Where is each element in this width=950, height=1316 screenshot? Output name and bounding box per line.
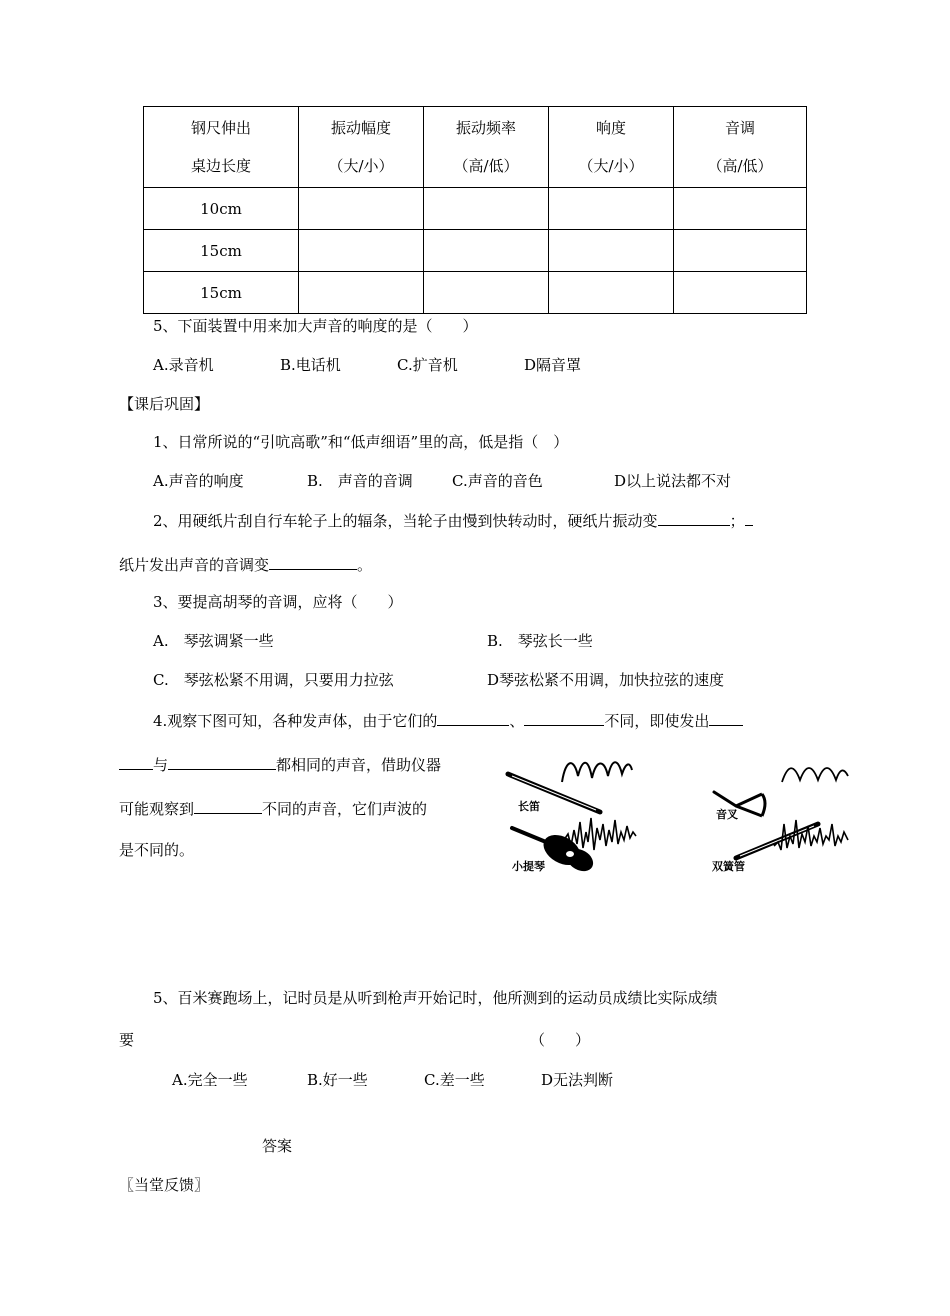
q5b-answer-paren[interactable]: （ ） xyxy=(530,1031,591,1049)
header-cell: 钢尺伸出 桌边长度 xyxy=(144,107,299,188)
q4-line3 xyxy=(119,797,427,819)
q4-text: 可能观察到 xyxy=(119,800,195,818)
feedback-title: 〖当堂反馈〗 xyxy=(119,1176,210,1194)
experiment-table xyxy=(143,106,807,314)
blank-cell[interactable] xyxy=(549,188,674,230)
q4-text: 不同，即使发出 xyxy=(604,712,710,730)
length-cell: 10cm xyxy=(144,188,299,230)
q5b-option-c[interactable]: C.差一些 xyxy=(424,1071,485,1089)
table-row xyxy=(144,272,807,314)
violin-label: 小提琴 xyxy=(512,860,545,873)
q5b-line2: 要 xyxy=(119,1031,135,1049)
table-row xyxy=(144,230,807,272)
q4-text: 都相同的声音，借助仪器 xyxy=(276,756,442,774)
blank-cell[interactable] xyxy=(299,272,424,314)
q4-blank-5[interactable] xyxy=(194,797,262,814)
q4-blank-1[interactable] xyxy=(437,709,509,726)
blank-cell[interactable] xyxy=(549,230,674,272)
q4-text: 不同的声音，它们声波的 xyxy=(262,800,428,818)
q3-option-a[interactable]: A. 琴弦调紧一些 xyxy=(153,632,274,650)
table-header-row xyxy=(144,107,807,188)
q5b-option-d[interactable]: D无法判断 xyxy=(541,1071,614,1089)
q5b-line1: 5、百米赛跑场上，记时员是从听到枪声开始记时，他所测到的运动员成绩比实际成绩 xyxy=(153,989,718,1007)
blank-cell[interactable] xyxy=(424,188,549,230)
blank-cell[interactable] xyxy=(549,272,674,314)
q1-stem: 1、日常所说的“引吭高歌”和“低声细语”里的高，低是指（ ） xyxy=(153,433,569,451)
q2-text: 2、用硬纸片刮自行车轮子上的辐条，当轮子由慢到快转动时，硬纸片振动变 xyxy=(153,512,658,530)
length-cell: 15cm xyxy=(144,272,299,314)
sound-waveform-figure xyxy=(500,752,860,882)
q5b-option-a[interactable]: A.完全一些 xyxy=(172,1071,248,1089)
q3-option-d[interactable]: D琴弦松紧不用调，加快拉弦的速度 xyxy=(487,671,725,689)
tuning-fork-waveform xyxy=(782,768,848,782)
table-row xyxy=(144,188,807,230)
blank-cell[interactable] xyxy=(299,230,424,272)
header-cell: 振动幅度 （大/小） xyxy=(299,107,424,188)
length-cell: 15cm xyxy=(144,230,299,272)
q4-line2 xyxy=(119,753,441,775)
q4-line1 xyxy=(153,709,743,731)
q2-blank-1[interactable] xyxy=(658,509,730,526)
oboe-label: 双簧管 xyxy=(712,860,745,873)
q4-blank-2[interactable] xyxy=(524,709,604,726)
q3-option-b[interactable]: B. 琴弦长一些 xyxy=(487,632,593,650)
q5a-option-a[interactable]: A.录音机 xyxy=(153,356,214,374)
q4-blank-3-cont[interactable] xyxy=(119,753,153,770)
q2-separator: ； xyxy=(729,512,745,530)
q2-line2 xyxy=(119,553,372,575)
q2-blank-2[interactable] xyxy=(269,553,357,570)
flute-waveform xyxy=(562,762,632,782)
q1-option-d[interactable]: D以上说法都不对 xyxy=(614,472,732,490)
q2-period: 。 xyxy=(357,556,373,574)
q5a-option-b[interactable]: B.电话机 xyxy=(280,356,341,374)
q5a-stem: 5、下面装置中用来加大声音的响度的是（ ） xyxy=(153,317,478,335)
q5b-option-b[interactable]: B.好一些 xyxy=(307,1071,368,1089)
blank-cell[interactable] xyxy=(424,272,549,314)
q4-text: 、 xyxy=(509,712,525,730)
blank-cell[interactable] xyxy=(299,188,424,230)
q4-blank-3[interactable] xyxy=(709,709,743,726)
q1-option-c[interactable]: C.声音的音色 xyxy=(452,472,543,490)
q4-line4: 是不同的。 xyxy=(119,841,195,859)
q5a-option-d[interactable]: D隔音罩 xyxy=(524,356,582,374)
q4-blank-4[interactable] xyxy=(168,753,276,770)
header-cell: 振动频率 （高/低） xyxy=(424,107,549,188)
q2-blank-tail xyxy=(745,509,753,526)
blank-cell[interactable] xyxy=(674,188,807,230)
header-cell: 音调 （高/低） xyxy=(674,107,807,188)
blank-cell[interactable] xyxy=(674,272,807,314)
q1-option-a[interactable]: A.声音的响度 xyxy=(153,472,244,490)
flute-label: 长笛 xyxy=(518,800,540,813)
q4-text: 4.观察下图可知，各种发声体，由于它们的 xyxy=(153,712,438,730)
section-title: 【课后巩固】 xyxy=(119,395,210,413)
blank-cell[interactable] xyxy=(424,230,549,272)
q3-option-c[interactable]: C. 琴弦松紧不用调，只要用力拉弦 xyxy=(153,671,394,689)
answer-title: 答案 xyxy=(262,1137,293,1155)
q3-stem: 3、要提高胡琴的音调，应将（ ） xyxy=(153,593,403,611)
q2-text: 纸片发出声音的音调变 xyxy=(119,556,270,574)
q1-option-b[interactable]: B. 声音的音调 xyxy=(307,472,413,490)
q4-text: 与 xyxy=(153,756,169,774)
blank-cell[interactable] xyxy=(674,230,807,272)
q5a-option-c[interactable]: C.扩音机 xyxy=(397,356,458,374)
header-cell: 响度 （大/小） xyxy=(549,107,674,188)
tuning-fork-label: 音叉 xyxy=(716,808,738,821)
q2-line1 xyxy=(153,509,753,531)
